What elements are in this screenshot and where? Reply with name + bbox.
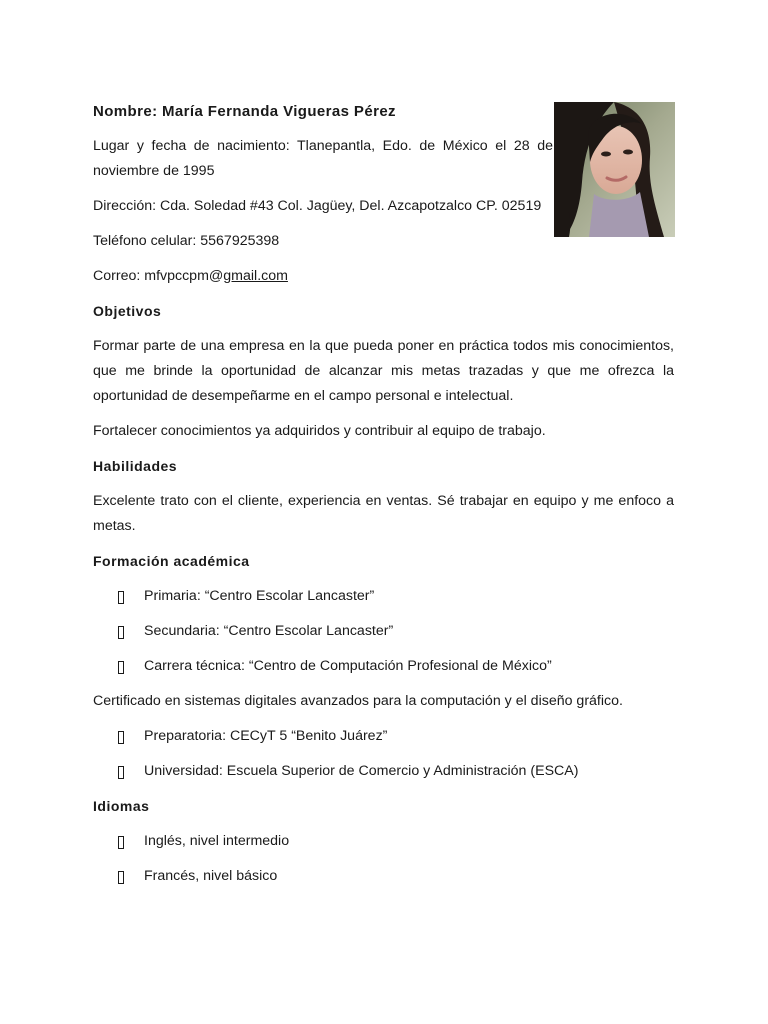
- profile-photo: [554, 102, 675, 237]
- email-link[interactable]: gmail.com: [223, 268, 288, 284]
- languages-heading: Idiomas: [93, 798, 150, 814]
- objectives-heading: Objetivos: [93, 303, 162, 319]
- phone-info: Teléfono celular: 5567925398: [93, 233, 280, 249]
- education-list-b: [93, 724, 674, 784]
- resume-page: [93, 100, 674, 889]
- email-info: [93, 264, 553, 289]
- list-item: Carrera técnica: “Centro de Computación Profesional de México”: [93, 654, 674, 679]
- list-item: Preparatoria: CECyT 5 “Benito Juárez”: [93, 724, 674, 749]
- resume-header: [93, 100, 674, 289]
- objectives-paragraph-1: Formar parte de una empresa en la que pueda poner en práctica todos mis conocimientos, que me brinde la oportunidad de alcanzar mis metas trazadas y que me ofrezca la oportunidad de desempeñarme en el campo personal e intelectual.: [93, 338, 674, 404]
- certificate-text: Certificado en sistemas digitales avanzados para la computación y el diseño gráfico.: [93, 693, 623, 709]
- list-item: Secundaria: “Centro Escolar Lancaster”: [93, 619, 674, 644]
- address-info: Dirección: Cda. Soledad #43 Col. Jagüey, Del. Azcapotzalco CP. 02519: [93, 198, 542, 214]
- objectives-paragraph-2: Fortalecer conocimientos ya adquiridos y contribuir al equipo de trabajo.: [93, 423, 546, 439]
- bullet-box-icon: [118, 626, 124, 639]
- bullet-box-icon: [118, 836, 124, 849]
- education-list-a: [93, 584, 674, 679]
- personal-info: [93, 100, 553, 289]
- full-name: Nombre: María Fernanda Vigueras Pérez: [93, 103, 396, 120]
- education-heading: Formación académica: [93, 553, 250, 569]
- languages-list: [93, 829, 674, 889]
- bullet-box-icon: [118, 766, 124, 779]
- skills-paragraph: Excelente trato con el cliente, experiencia en ventas. Sé trabajar en equipo y me enfoco a metas.: [93, 493, 674, 534]
- skills-heading: Habilidades: [93, 458, 178, 474]
- bullet-box-icon: [118, 871, 124, 884]
- birth-info: Lugar y fecha de nacimiento: Tlanepantla, Edo. de México el 28 de noviembre de 1995: [93, 138, 553, 179]
- list-item: Primaria: “Centro Escolar Lancaster”: [93, 584, 674, 609]
- list-item: Universidad: Escuela Superior de Comercio y Administración (ESCA): [93, 759, 674, 784]
- email-label: Correo: mfvpccpm@: [93, 268, 224, 284]
- bullet-box-icon: [118, 731, 124, 744]
- list-item: Inglés, nivel intermedio: [93, 829, 674, 854]
- list-item: Francés, nivel básico: [93, 864, 674, 889]
- bullet-box-icon: [118, 591, 124, 604]
- bullet-box-icon: [118, 661, 124, 674]
